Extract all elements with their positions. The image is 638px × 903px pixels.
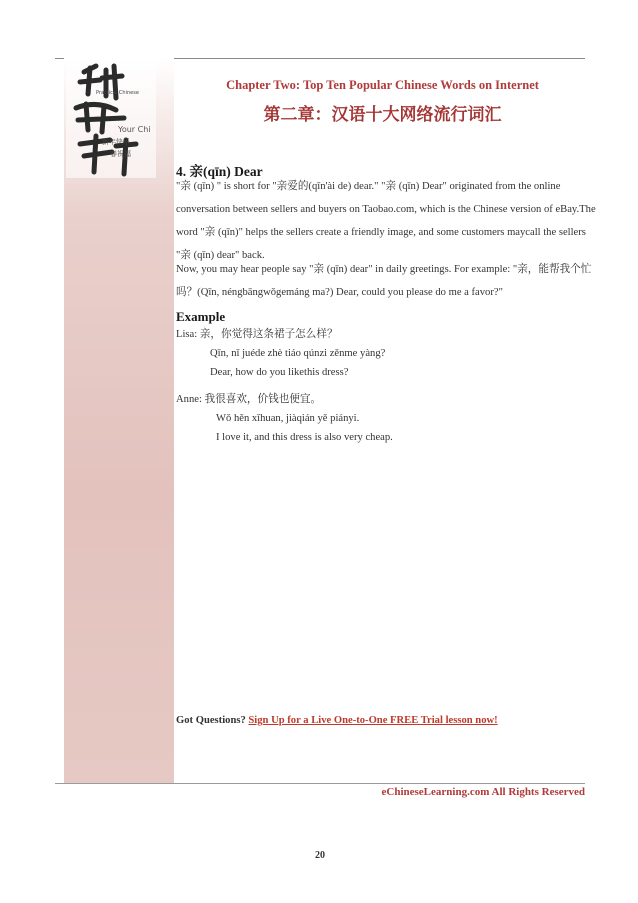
page-number: 20 (315, 850, 325, 861)
dialogue-lisa (176, 325, 596, 382)
dialogue-pinyin: Qīn, nǐ juéde zhè tiáo qúnzi zěnme yàng? (210, 348, 386, 359)
dialogue-line: Lisa: 亲，你觉得这条裙子怎么样？ (176, 329, 338, 340)
dialogue-line: Anne: 我很喜欢，价钱也便宜。 (176, 394, 322, 405)
paragraph-usage: Now, you may hear people say "亲 (qīn) dear" in daily greetings. For example: "亲，能帮我个忙吗？(Qīn, néngbāngwǒgemáng ma?) Dear, could you please do me a favor?" (176, 264, 592, 298)
dialogue-translation: Dear, how do you likethis dress? (210, 367, 349, 378)
footer-rule (55, 783, 585, 784)
section-heading: 4. 亲(qīn) Dear (176, 164, 263, 179)
svg-text:Practical Chinese: Practical Chinese (96, 90, 139, 96)
chapter-title: Chapter Two: Top Ten Popular Chinese Words on Internet (226, 78, 539, 92)
dialogue-anne (176, 390, 596, 447)
svg-text:Your Chi: Your Chi (118, 125, 151, 134)
cta-prefix: Got Questions? (176, 715, 246, 726)
signup-link[interactable]: Sign Up for a Live One-to-One FREE Trial lesson now! (248, 715, 498, 726)
dialogue-pinyin: Wǒ hěn xǐhuan, jiàqián yě piányi. (216, 413, 360, 424)
svg-text:春祝福: 春祝福 (110, 150, 131, 158)
calligraphy-logo (66, 60, 156, 178)
dialogue-translation: I love it, and this dress is also very cheap. (216, 432, 393, 443)
example-heading: Example (176, 309, 226, 324)
cta-line (176, 715, 596, 726)
rights-notice: eChineseLearning.com All Rights Reserved (381, 786, 585, 798)
chapter-subtitle: 第二章：汉语十大网络流行词汇 (263, 105, 502, 125)
paragraph-definition: "亲 (qīn) " is short for "亲爱的(qīn'ài de) dear." "亲 (qīn) Dear" originated from the online conversation between sellers and buyers on Taobao.com, which is the Chinese version of eBay.The word "亲 (qīn)" helps the sellers create a friendly image, and some customers maycall the sellers "亲 (qīn) dear" back. (176, 181, 596, 261)
svg-text:新年快乐: 新年快乐 (102, 138, 130, 146)
